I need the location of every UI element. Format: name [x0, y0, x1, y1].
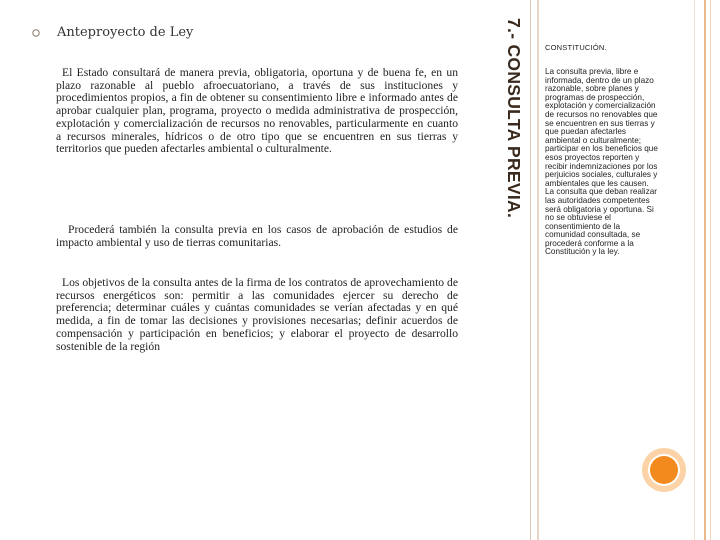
hollow-circle-bullet-icon — [30, 27, 42, 39]
right-decor-line — [694, 0, 695, 540]
paragraph-consulta-estado — [56, 67, 458, 156]
paragraph-3-text: Los objetivos de la consulta antes de la firma de los contratos de aprovechamiento de recursos energéticos son: permitir a las comunidades ejercer su derecho de preferencia; determinar cuáles y cuántas comunidades se verían afectadas y en qué medida, a fin de tomar las decisiones y provisiones necesarias; definir acuerdos de compensación y participación en beneficios; y elaborar el proyecto de desarrollo sostenible de la región — [56, 276, 458, 353]
constitucion-text: La consulta previa, libre e informada, dentro de un plazo razonable, sobre planes y programas de prospección, explotación y comercialización de recursos no renovables que se encuentren en sus tierras y que puedan afectarles ambiental o culturalmente; participar en los beneficios que esos proyectos reporten y recibir indemnizaciones por los perjuicios sociales, culturales y ambientales que les causen. La consulta que deban realizar las autoridades competentes será obligatoria y oportuna. Si no se obtuviese el consentimiento de la comunidad consultada, se procederá conforme a la Constitución y la ley. — [545, 67, 658, 257]
paragraph-2-text: Procederá también la consulta previa en los casos de aprobación de estudios de impacto ambiental y uso de tierras comunitarias. — [56, 223, 458, 249]
right-border-line — [704, 0, 706, 540]
vertical-title-text: 7.- CONSULTA PREVIA. — [504, 18, 524, 219]
constitucion-label: CONSTITUCIÓN. — [545, 43, 607, 52]
paragraph-objetivos-consulta — [56, 277, 458, 353]
vertical-section-title — [488, 18, 538, 273]
right-border-line-thin — [710, 0, 711, 540]
orange-circle-decoration-icon — [641, 447, 687, 493]
slide-heading: Anteproyecto de Ley — [57, 25, 194, 40]
paragraph-1-text: El Estado consultará de manera previa, obligatoria, oportuna y de buena fe, en un plazo razonable al pueblo afroecuatoriano, a través de sus instituciones y procedimientos propios, a fin de obtener su consentimiento libre e informado antes de aprobar cualquier plan, programa, proyecto o medida administrativa de prospección, explotación y comercialización de recursos no renovables, particularmente en cuanto a recursos minerales, hídricos o de otro tipo que se encuentren en sus tierras y territorios que pueden afectarles ambiental o culturalmente. — [56, 66, 458, 156]
paragraph-estudios-impacto — [56, 224, 458, 249]
